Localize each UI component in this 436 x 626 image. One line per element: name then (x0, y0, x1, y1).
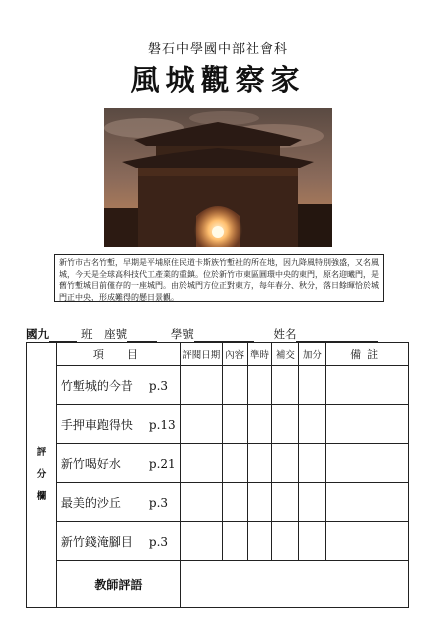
remarks-cell[interactable] (326, 483, 409, 522)
header-content: 內容 (222, 343, 247, 366)
item-cell (56, 444, 180, 483)
makeup-cell[interactable] (272, 366, 299, 405)
teacher-comment-label: 教師評語 (56, 561, 180, 608)
table-row (27, 366, 409, 405)
item-page: p.3 (148, 534, 169, 549)
makeup-cell[interactable] (272, 483, 299, 522)
seat-label: 座號 (104, 327, 128, 341)
item-cell (56, 405, 180, 444)
item-page: p.13 (148, 417, 176, 432)
remarks-cell[interactable] (326, 366, 409, 405)
scoring-column-label: 評 分 欄 (27, 343, 57, 608)
bonus-cell[interactable] (299, 444, 326, 483)
item-name: 手押車跑得快 (60, 417, 133, 432)
content-cell[interactable] (222, 366, 247, 405)
student-id-label: 學號 (170, 327, 194, 341)
table-header-row (27, 343, 409, 366)
seat-field[interactable] (127, 329, 157, 342)
date-cell[interactable] (180, 522, 222, 561)
remarks-cell[interactable] (326, 405, 409, 444)
remarks-cell[interactable] (326, 444, 409, 483)
remarks-cell[interactable] (326, 522, 409, 561)
grade-label: 國九 (26, 327, 49, 341)
item-name: 新竹錢淹腳目 (60, 534, 133, 549)
teacher-comment-field[interactable] (180, 561, 408, 608)
name-label: 姓名 (273, 327, 297, 341)
student-info-row (26, 326, 421, 342)
makeup-cell[interactable] (272, 522, 299, 561)
content-cell[interactable] (222, 405, 247, 444)
name-field[interactable] (296, 329, 378, 342)
table-row (27, 522, 409, 561)
ontime-cell[interactable] (247, 483, 272, 522)
bonus-cell[interactable] (299, 366, 326, 405)
item-name: 最美的沙丘 (60, 495, 121, 510)
school-subject-subtitle: 磐石中學國中部社會科 (147, 42, 288, 57)
item-name: 竹塹城的今昔 (60, 378, 133, 393)
header-item: 項 目 (56, 343, 180, 366)
student-id-field[interactable] (194, 329, 254, 342)
ontime-cell[interactable] (247, 366, 272, 405)
table-row (27, 483, 409, 522)
header-ontime: 準時 (247, 343, 272, 366)
ontime-cell[interactable] (247, 444, 272, 483)
bonus-cell[interactable] (299, 405, 326, 444)
content-cell[interactable] (222, 522, 247, 561)
table-row (27, 444, 409, 483)
scoring-table (26, 342, 409, 608)
worksheet-title: 風城觀察家 (130, 63, 306, 97)
date-cell[interactable] (180, 483, 222, 522)
header-date: 評閱日期 (180, 343, 222, 366)
bonus-cell[interactable] (299, 483, 326, 522)
content-cell[interactable] (222, 444, 247, 483)
item-name: 新竹喝好水 (60, 456, 121, 471)
header-remarks: 備註 (326, 343, 409, 366)
item-page: p.21 (148, 456, 176, 471)
teacher-comment-row (27, 561, 409, 608)
item-cell (56, 366, 180, 405)
east-gate-photo (104, 108, 332, 247)
item-cell (56, 522, 180, 561)
ontime-cell[interactable] (247, 522, 272, 561)
header-bonus: 加分 (299, 343, 326, 366)
item-cell (56, 483, 180, 522)
bonus-cell[interactable] (299, 522, 326, 561)
makeup-cell[interactable] (272, 444, 299, 483)
item-page: p.3 (148, 378, 169, 393)
content-cell[interactable] (222, 483, 247, 522)
description-box: 新竹市古名竹塹，早期是平埔原住民道卡斯族竹塹社的所在地，因九降風特別強盛，又名風城，今天是全球高科技代工產業的重鎮。位於新竹市東區圓環中央的東門，原名迎曦門，是舊竹塹城目前僅存的一座城門。由於城門方位正對東方，每年春分、秋分，落日餘暉恰於城門正中央，形成難得的懸日景觀。 (54, 254, 384, 302)
class-label: 班 (81, 327, 93, 341)
date-cell[interactable] (180, 366, 222, 405)
makeup-cell[interactable] (272, 405, 299, 444)
gate-sunset-illustration (104, 108, 332, 247)
date-cell[interactable] (180, 444, 222, 483)
ontime-cell[interactable] (247, 405, 272, 444)
item-page: p.3 (148, 495, 169, 510)
class-field[interactable] (49, 329, 77, 342)
date-cell[interactable] (180, 405, 222, 444)
table-row (27, 405, 409, 444)
header-makeup: 補交 (272, 343, 299, 366)
